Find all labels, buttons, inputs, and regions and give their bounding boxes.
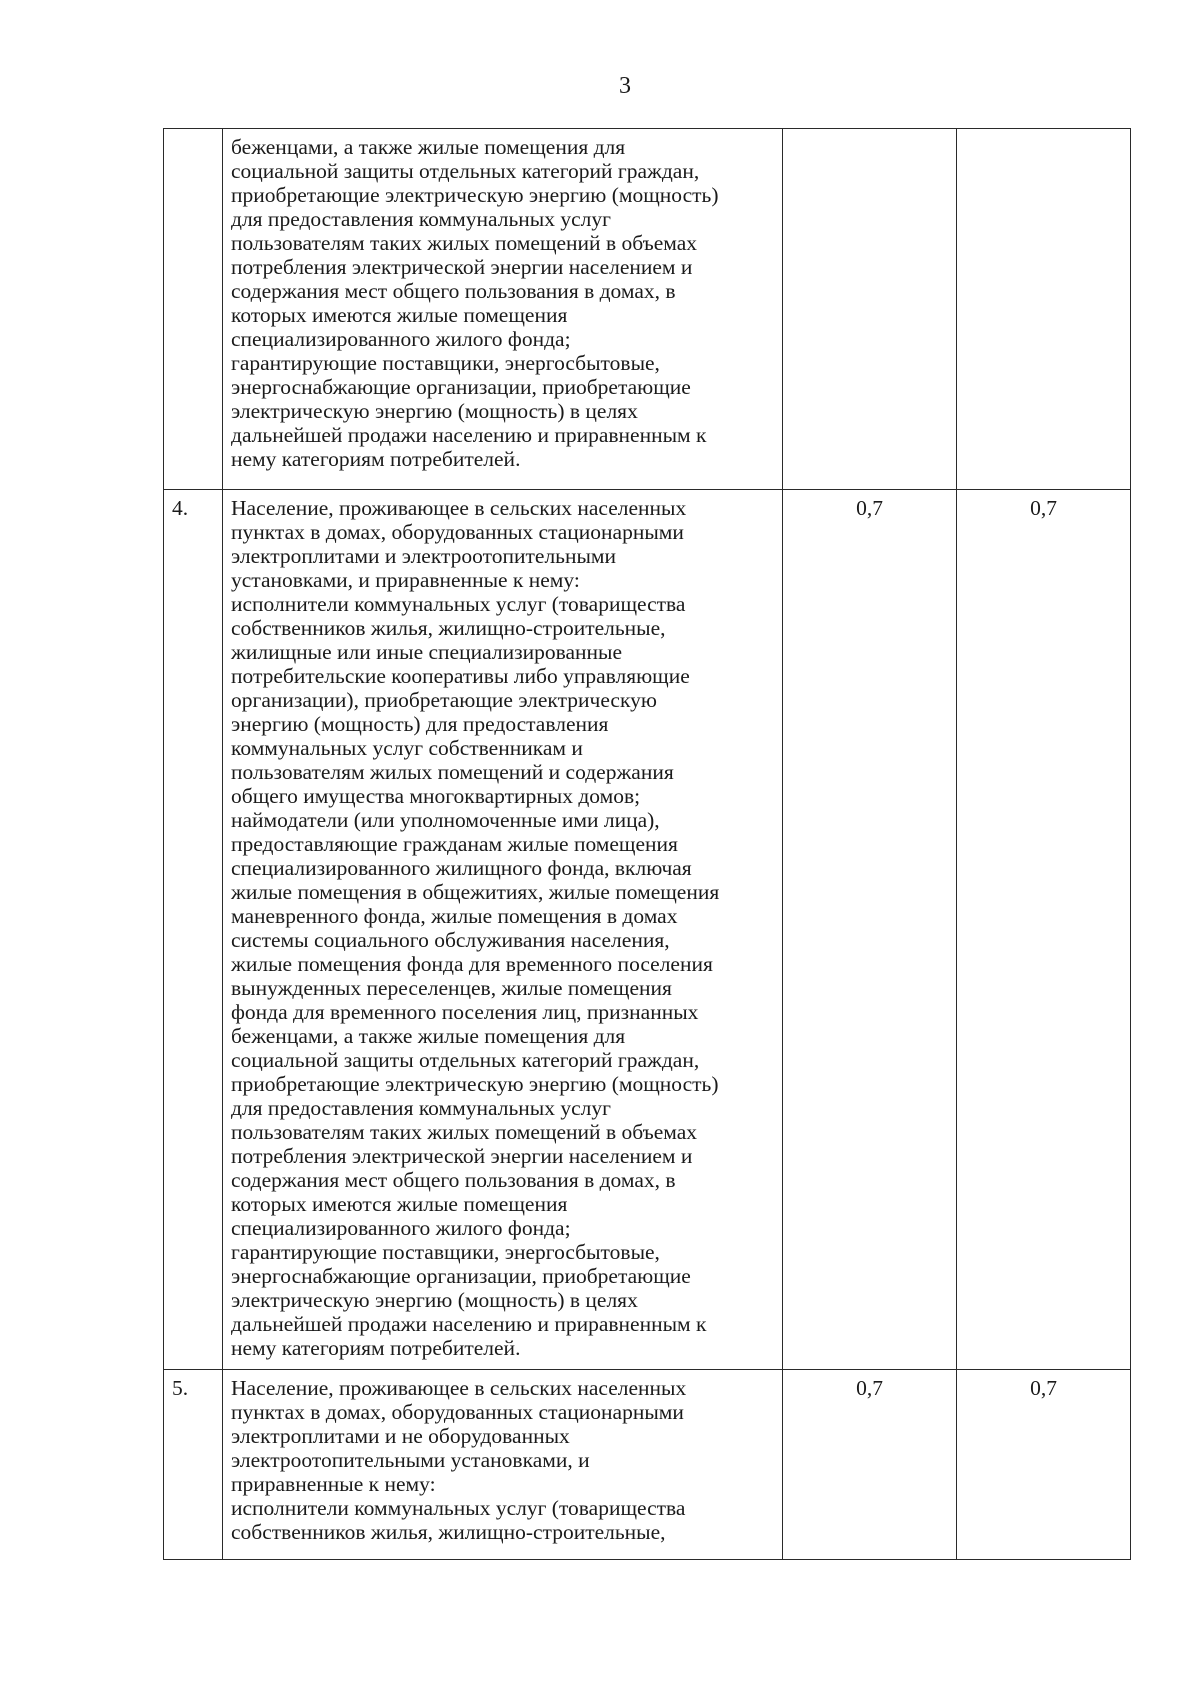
coefficient-value-cell-1: 0,7 bbox=[783, 490, 957, 1370]
text-line: предоставляющие гражданам жилые помещения bbox=[231, 832, 678, 856]
text-line: потребления электрической энергии населением и bbox=[231, 255, 693, 279]
text-line: электроотопительными установками, и bbox=[231, 1448, 590, 1472]
text-line: собственников жилья, жилищно-строительные, bbox=[231, 616, 666, 640]
text-line: коммунальных услуг собственникам и bbox=[231, 736, 583, 760]
text-line: гарантирующие поставщики, энергосбытовые, bbox=[231, 1240, 660, 1264]
row-number-cell: 5. bbox=[164, 1370, 223, 1560]
text-line: вынужденных переселенцев, жилые помещения bbox=[231, 976, 672, 1000]
text-line: Население, проживающее в сельских населенных bbox=[231, 496, 687, 520]
text-line: специализированного жилого фонда; bbox=[231, 327, 571, 351]
text-line: нему категориям потребителей. bbox=[231, 1336, 521, 1360]
text-line: общего имущества многоквартирных домов; bbox=[231, 784, 641, 808]
text-line: для предоставления коммунальных услуг bbox=[231, 1096, 611, 1120]
text-line: жилые помещения фонда для временного поселения bbox=[231, 952, 713, 976]
text-line: дальнейшей продажи населению и приравненным к bbox=[231, 423, 707, 447]
text-line: установками, и приравненные к нему: bbox=[231, 568, 580, 592]
text-line: нему категориям потребителей. bbox=[231, 447, 521, 471]
text-line: специализированного жилищного фонда, включая bbox=[231, 856, 692, 880]
text-line: пунктах в домах, оборудованных стационарными bbox=[231, 520, 684, 544]
text-line: приравненные к нему: bbox=[231, 1472, 436, 1496]
text-line: жилые помещения в общежитиях, жилые помещения bbox=[231, 880, 720, 904]
text-line: энергоснабжающие организации, приобретающие bbox=[231, 1264, 691, 1288]
table-body bbox=[164, 129, 1131, 1560]
text-line: пользователям таких жилых помещений в объемах bbox=[231, 1120, 698, 1144]
text-line: пользователям жилых помещений и содержания bbox=[231, 760, 674, 784]
text-line: приобретающие электрическую энергию (мощность) bbox=[231, 183, 719, 207]
tariff-table bbox=[163, 128, 1131, 1560]
text-line: содержания мест общего пользования в домах, в bbox=[231, 1168, 676, 1192]
text-line: потребления электрической энергии населением и bbox=[231, 1144, 693, 1168]
text-line: организации), приобретающие электрическую bbox=[231, 688, 657, 712]
text-line: жилищные или иные специализированные bbox=[231, 640, 622, 664]
text-line: энергию (мощность) для предоставления bbox=[231, 712, 609, 736]
text-line: электрическую энергию (мощность) в целях bbox=[231, 1288, 638, 1312]
text-line: электроплитами и не оборудованных bbox=[231, 1424, 570, 1448]
text-line: исполнители коммунальных услуг (товарищества bbox=[231, 1496, 686, 1520]
consumer-category-cell bbox=[223, 490, 783, 1370]
text-line: электрическую энергию (мощность) в целях bbox=[231, 399, 638, 423]
coefficient-value-cell-2 bbox=[957, 129, 1131, 490]
text-line: специализированного жилого фонда; bbox=[231, 1216, 571, 1240]
text-line: гарантирующие поставщики, энергосбытовые, bbox=[231, 351, 660, 375]
table-row bbox=[164, 1370, 1131, 1560]
text-line: потребительские кооперативы либо управляющие bbox=[231, 664, 690, 688]
text-line: собственников жилья, жилищно-строительные, bbox=[231, 1520, 666, 1544]
text-line: исполнители коммунальных услуг (товарищества bbox=[231, 592, 686, 616]
text-line: для предоставления коммунальных услуг bbox=[231, 207, 611, 231]
page-number: 3 bbox=[619, 73, 631, 99]
text-line: фонда для временного поселения лиц, признанных bbox=[231, 1000, 699, 1024]
text-line: наймодатели (или уполномоченные ими лица), bbox=[231, 808, 660, 832]
consumer-category-cell bbox=[223, 129, 783, 490]
text-line: которых имеются жилые помещения bbox=[231, 303, 568, 327]
row-number-cell bbox=[164, 129, 223, 490]
text-line: которых имеются жилые помещения bbox=[231, 1192, 568, 1216]
text-line: пунктах в домах, оборудованных стационарными bbox=[231, 1400, 684, 1424]
table-row bbox=[164, 490, 1131, 1370]
text-line: дальнейшей продажи населению и приравненным к bbox=[231, 1312, 707, 1336]
text-line: энергоснабжающие организации, приобретающие bbox=[231, 375, 691, 399]
coefficient-value-cell-1 bbox=[783, 129, 957, 490]
text-line: электроплитами и электроотопительными bbox=[231, 544, 617, 568]
table-row bbox=[164, 129, 1131, 490]
coefficient-value-cell-1: 0,7 bbox=[783, 1370, 957, 1560]
text-line: приобретающие электрическую энергию (мощность) bbox=[231, 1072, 719, 1096]
text-line: маневренного фонда, жилые помещения в домах bbox=[231, 904, 678, 928]
consumer-category-cell bbox=[223, 1370, 783, 1560]
row-number-cell: 4. bbox=[164, 490, 223, 1370]
text-line: системы социального обслуживания населения, bbox=[231, 928, 670, 952]
text-line: содержания мест общего пользования в домах, в bbox=[231, 279, 676, 303]
text-line: пользователям таких жилых помещений в объемах bbox=[231, 231, 698, 255]
text-line: беженцами, а также жилые помещения для bbox=[231, 135, 626, 159]
text-line: Население, проживающее в сельских населенных bbox=[231, 1376, 687, 1400]
coefficient-value-cell-2: 0,7 bbox=[957, 490, 1131, 1370]
text-line: социальной защиты отдельных категорий граждан, bbox=[231, 159, 700, 183]
coefficient-value-cell-2: 0,7 bbox=[957, 1370, 1131, 1560]
text-line: социальной защиты отдельных категорий граждан, bbox=[231, 1048, 700, 1072]
text-line: беженцами, а также жилые помещения для bbox=[231, 1024, 626, 1048]
